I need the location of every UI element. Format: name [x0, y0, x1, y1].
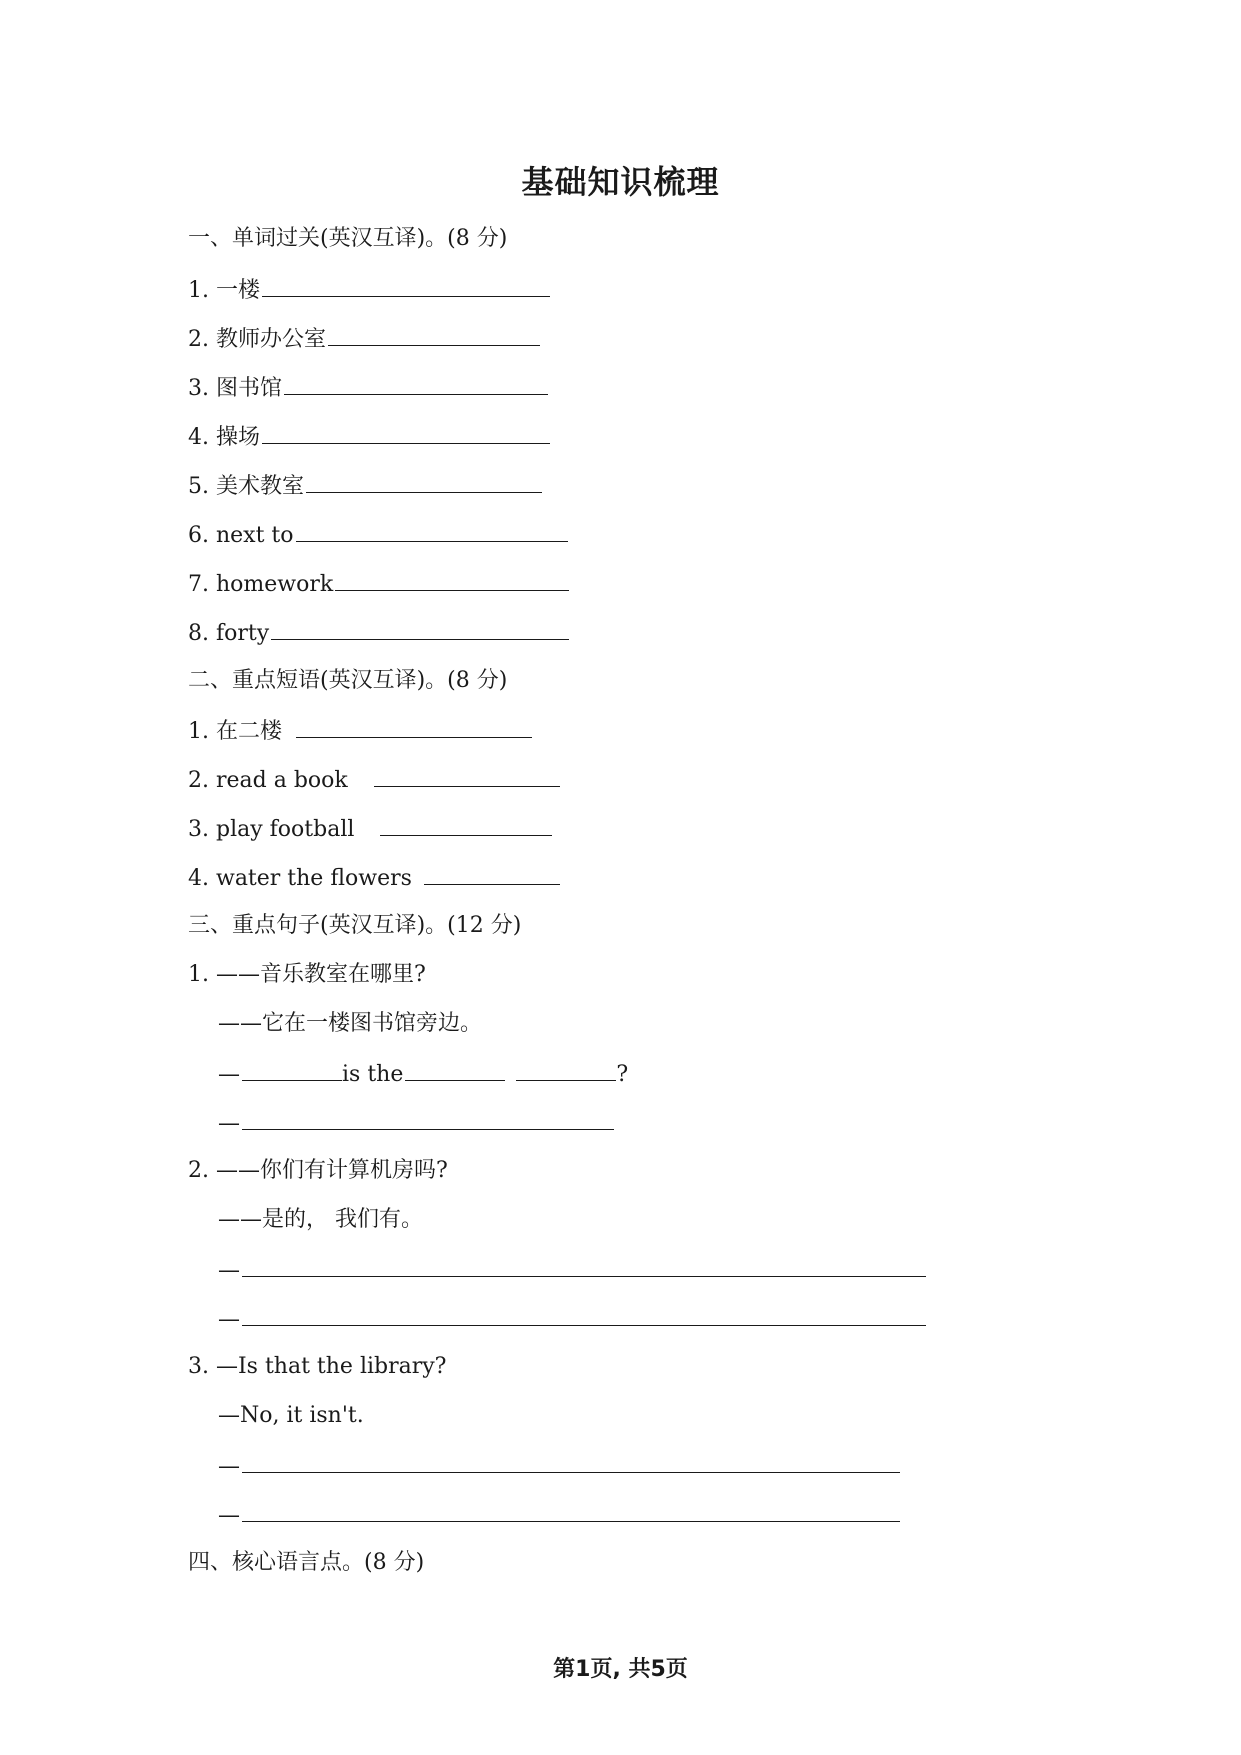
phrase-item-2 [188, 764, 560, 796]
phrase-item-label: 4. water the flowers [188, 866, 412, 891]
answer-blank[interactable] [296, 519, 568, 542]
answer-blank[interactable] [284, 372, 548, 395]
sentence-1-answer: ——它在一楼图书馆旁边。 [218, 1011, 483, 1036]
answer-blank[interactable] [242, 1303, 926, 1326]
answer-blank[interactable] [296, 715, 532, 738]
answer-blank[interactable] [380, 813, 552, 836]
answer-blank[interactable] [424, 862, 560, 885]
sentence-1-answer-line [218, 1107, 614, 1139]
answer-blank[interactable] [242, 1058, 342, 1081]
sentence-3-question: 3. —Is that the library? [188, 1354, 447, 1379]
phrase-item-label: 1. 在二楼 [188, 719, 282, 744]
vocab-item-6 [188, 519, 568, 551]
answer-blank[interactable] [242, 1450, 900, 1473]
vocab-item-label: 3. 图书馆 [188, 376, 282, 401]
vocab-item-label: 2. 教师办公室 [188, 327, 326, 352]
vocab-item-label: 7. homework [188, 572, 334, 597]
answer-blank[interactable] [516, 1058, 616, 1081]
section-1-heading: 一、单词过关(英汉互译)。(8 分) [188, 226, 508, 251]
vocab-item-4 [188, 421, 550, 453]
vocab-item-7 [188, 568, 569, 600]
vocab-item-label: 1. 一楼 [188, 278, 260, 303]
phrase-item-1 [188, 715, 532, 747]
dash: — [218, 1307, 240, 1332]
sentence-2-translate-line-2 [218, 1303, 926, 1335]
sentence-1-question: 1. ——音乐教室在哪里? [188, 962, 426, 987]
answer-blank[interactable] [405, 1058, 505, 1081]
section-3-heading: 三、重点句子(英汉互译)。(12 分) [188, 913, 522, 938]
answer-blank[interactable] [262, 274, 550, 297]
vocab-item-3 [188, 372, 548, 404]
phrase-item-3 [188, 813, 552, 845]
section-4-heading: 四、核心语言点。(8 分) [188, 1550, 425, 1575]
vocab-item-label: 8. forty [188, 621, 270, 646]
answer-blank[interactable] [242, 1254, 926, 1277]
answer-blank[interactable] [374, 764, 560, 787]
phrase-item-4 [188, 862, 560, 894]
sentence-3-translate-line-1 [218, 1450, 900, 1482]
fill-text: is the [342, 1062, 404, 1087]
vocab-item-1 [188, 274, 550, 306]
page-footer: 第1页, 共5页 [553, 1657, 688, 1682]
sentence-1-fill-line [218, 1058, 628, 1090]
vocab-item-label: 4. 操场 [188, 425, 260, 450]
vocab-item-label: 5. 美术教室 [188, 474, 304, 499]
sentence-2-question: 2. ——你们有计算机房吗? [188, 1158, 448, 1183]
answer-blank[interactable] [242, 1107, 614, 1130]
sentence-3-answer: —No, it isn't. [218, 1403, 364, 1428]
vocab-item-5 [188, 470, 542, 502]
answer-blank[interactable] [328, 323, 540, 346]
page-title: 基础知识梳理 [521, 163, 720, 201]
answer-blank[interactable] [242, 1499, 900, 1522]
answer-blank[interactable] [262, 421, 550, 444]
answer-blank[interactable] [306, 470, 542, 493]
dash: — [218, 1503, 240, 1528]
vocab-item-label: 6. next to [188, 523, 294, 548]
sentence-2-answer: ——是的， 我们有。 [218, 1207, 423, 1232]
phrase-item-label: 3. play football [188, 817, 355, 842]
dash: — [218, 1454, 240, 1479]
vocab-item-2 [188, 323, 540, 355]
answer-blank[interactable] [271, 617, 569, 640]
dash: — [218, 1111, 240, 1136]
sentence-3-translate-line-2 [218, 1499, 900, 1531]
question-mark: ? [616, 1062, 629, 1087]
dash: — [218, 1062, 240, 1087]
dash: — [218, 1258, 240, 1283]
section-2-heading: 二、重点短语(英汉互译)。(8 分) [188, 668, 508, 693]
vocab-item-8 [188, 617, 569, 649]
answer-blank[interactable] [335, 568, 569, 591]
phrase-item-label: 2. read a book [188, 768, 348, 793]
sentence-2-translate-line-1 [218, 1254, 926, 1286]
